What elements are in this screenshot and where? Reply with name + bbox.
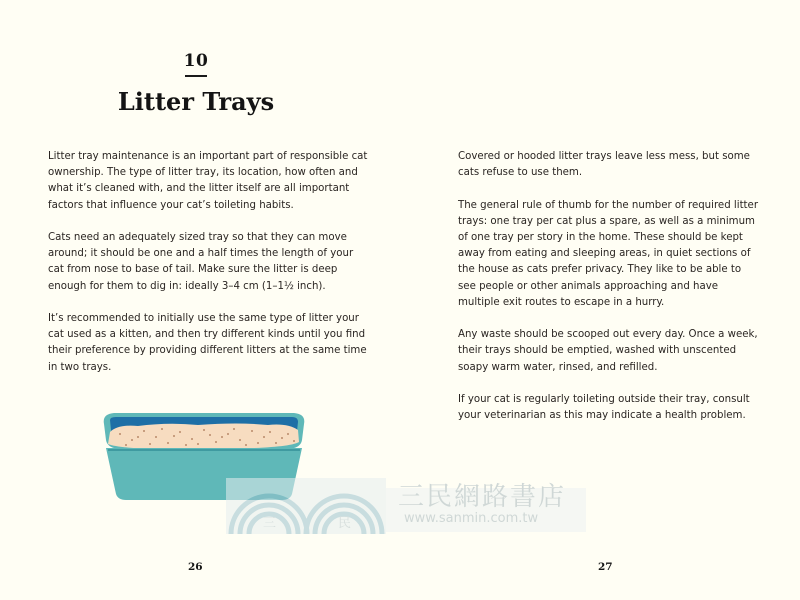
watermark-url: www.sanmin.com.tw [404,511,539,526]
watermark-chinese-text: 三民網路書店 [398,482,567,512]
page-number-right: 27 [598,561,613,573]
paragraph: Litter tray maintenance is an important part of responsible cat ownership. The type of litter tray, its location, how often and what it’s cleaned with, and the litter itself are all important factors that influence your cat’s toileting habits. [48,151,368,211]
watermark-char: 三 [263,516,277,531]
right-body-text [458,149,758,441]
paragraph: If your cat is regularly toileting outside their tray, consult your veterinarian as this may indicate a health problem. [458,394,750,422]
paragraph: Cats need an adequately sized tray so that they can move around; it should be one and a half times the length of your cat from nose to base of tail. Make sure the litter is deep enough for them to dig in: ideally 3–4 cm (1–1½ inch). [48,232,354,292]
chapter-divider [185,75,207,77]
watermark-char: 民 [338,516,352,531]
paragraph: Any waste should be scooped out every day. Once a week, their trays should be emptied, washed with unscented soapy warm water, rinsed, and refilled. [458,329,758,373]
chapter-title: Litter Trays [117,87,275,116]
page-number-left: 26 [188,561,203,573]
left-body-text [48,149,368,392]
chapter-number: 10 [183,51,209,71]
watermark-arches-icon [226,486,391,534]
sanmin-watermark [226,478,586,534]
paragraph: It’s recommended to initially use the same type of litter your cat used as a kitten, and then try different kinds until you find their preference by providing different litters at the same time in two trays. [48,313,367,373]
paragraph: Covered or hooded litter trays leave less mess, but some cats refuse to use them. [458,151,750,179]
paragraph: The general rule of thumb for the number of required litter trays: one tray per cat plus a spare, as well as a minimum of one tray per story in the home. These should be kept away from eating and sleeping areas, in quiet sections of the house as cats prefer privacy. They like to be able to see people or other animals approaching and have multiple exit routes to escape in a hurry. [458,199,759,308]
